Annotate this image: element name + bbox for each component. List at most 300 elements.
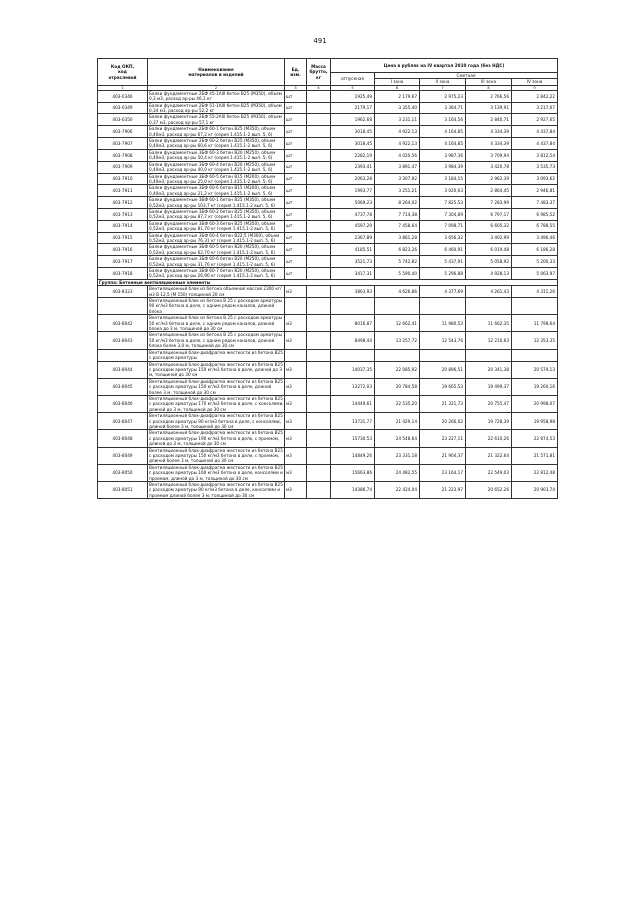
header-unit-line1: Ед. xyxy=(291,66,300,72)
price-zone1-cell: 3 355,40 xyxy=(375,102,420,114)
name-cell: Балки фундаментные 3БФ 60-5 бетон В20 (М250), объем 0,52м3, расход ар-ры 62,70 кг (серия 1.415.1-2 вып. 5, 6) xyxy=(148,244,285,256)
price-zone2-cell: 3 987,36 xyxy=(420,149,466,161)
price-otpusknaya-cell: 1962,68 xyxy=(331,114,375,126)
col-num: 1 xyxy=(98,85,148,90)
price-otpusknaya-cell: 14849,26 xyxy=(331,447,375,464)
price-zone2-cell: 3 364,71 xyxy=(420,102,466,114)
price-zone1-cell: 4 020,56 xyxy=(375,149,420,161)
name-cell: Вентиляционный блок-диафрагма жесткости из бетона В25 с расходом арматуры xyxy=(149,349,283,361)
price-otpusknaya-cell: 2393,41 xyxy=(331,161,375,173)
price-zone1-cell: 24 482,55 xyxy=(375,464,420,481)
price-zone3-cell: 5 058,92 xyxy=(466,256,512,268)
table-row xyxy=(98,413,558,430)
price-zone4-cell: 5 200,33 xyxy=(512,256,558,268)
unit-cell: шт xyxy=(285,268,307,280)
price-zone1-cell: 24 548,64 xyxy=(375,430,420,447)
table-body xyxy=(98,90,558,498)
table-row xyxy=(98,482,558,499)
price-otpusknaya-cell: 2063,28 xyxy=(331,173,375,185)
price-zone2-cell: 3 164,56 xyxy=(420,114,466,126)
code-cell: 403-8049 xyxy=(98,447,148,464)
price-otpusknaya-cell: 4737,78 xyxy=(331,208,375,220)
table-row xyxy=(98,126,558,138)
price-otpusknaya-cell: 3018,45 xyxy=(331,126,375,138)
price-zone2-cell: 7 304,89 xyxy=(420,208,466,220)
name-cell: Балки фундаментные 3БФ 60-4 бетон В22,5 (М300), объем 0,52м3, расход ар-ры 76,31 кг (серия 1.415.1-2 вып. 5, 6) xyxy=(148,232,285,244)
price-zone2-cell: 2 975,23 xyxy=(420,90,466,102)
code-cell: 403-7907 xyxy=(98,138,148,150)
price-zone3-cell xyxy=(466,298,512,315)
price-zone4-cell: 3 217,67 xyxy=(512,102,558,114)
price-zone4-cell: 20 579,13 xyxy=(512,361,558,378)
code-cell: 403-8048 xyxy=(98,430,148,447)
header-unit-line2: изм. xyxy=(290,71,301,77)
price-zone1-cell: 3 231,11 xyxy=(375,114,420,126)
price-zone3-cell: 2 864,45 xyxy=(466,185,512,197)
price-otpusknaya-cell: 14449,61 xyxy=(331,395,375,412)
header-zone4: IV зона xyxy=(512,79,558,85)
unit-cell xyxy=(285,298,307,315)
header-mass xyxy=(307,59,331,86)
unit-cell: шт xyxy=(285,232,307,244)
price-zone2-cell: 21 223,97 xyxy=(420,482,466,499)
name-cell: Вентиляционный блок из бетона В 25 с расходом арматуры 90 кг/м3 бетона в деле, с одним рядом каналов, длиной блока xyxy=(148,298,285,315)
price-zone3-cell: 2 766,56 xyxy=(466,90,512,102)
name-cell: Балки фундаментные 2БФ 60-1 бетон В25 (М350), объем 0,40м3, расход ар-ры 67,2 кг (серия 1.415.1-2 вып. 5, 6) xyxy=(148,126,285,138)
price-zone4-cell: 19 958,98 xyxy=(512,413,558,430)
col-num: 9 xyxy=(512,85,558,90)
price-otpusknaya-cell: 3521,73 xyxy=(331,256,375,268)
mass-cell xyxy=(307,90,331,102)
header-zone3: III зона xyxy=(466,79,512,85)
code-cell xyxy=(98,298,148,315)
unit-cell: шт xyxy=(285,220,307,232)
unit-cell: шт xyxy=(285,149,307,161)
table-row xyxy=(98,349,558,361)
table-row xyxy=(98,378,558,395)
price-zone1-cell: 4 626,86 xyxy=(375,286,420,298)
price-zone4-cell: 4 437,84 xyxy=(512,126,558,138)
name-cell: Балки фундаментные 3БФ 60-7 бетон В20 (М250), объем 0,52м3, расход ар-ры 26,90 кг (серия 1.415.1-2 вып. 5, 6) xyxy=(148,268,285,280)
price-zone1-cell: 8 264,02 xyxy=(375,197,420,209)
header-name-line2: материалов и изделий xyxy=(188,71,244,77)
code-cell: 403-7914 xyxy=(98,220,148,232)
code-cell: 403-0350 xyxy=(98,114,148,126)
price-zone1-cell: 2 179,67 xyxy=(375,90,420,102)
mass-cell xyxy=(307,149,331,161)
mass-cell xyxy=(307,114,331,126)
price-zone4-cell: 4 311,26 xyxy=(512,286,558,298)
price-otpusknaya-cell: 5069,23 xyxy=(331,197,375,209)
unit-cell: шт xyxy=(285,208,307,220)
header-code-line2: код xyxy=(117,69,128,75)
name-cell: Балки фундаментные 3БФ 60-3 бетон В25 (М350), объем 0,52м3, расход ар-ры 81,70 кг (серия 1.415.1-2 вып. 5, 6) xyxy=(148,220,285,232)
code-cell: 403-8323 xyxy=(98,286,148,298)
price-zone2-cell: 3 656,32 xyxy=(420,232,466,244)
price-zone3-cell: 7 283,99 xyxy=(466,197,512,209)
price-table xyxy=(97,58,558,499)
code-cell: 403-7916 xyxy=(98,244,148,256)
unit-cell: шт xyxy=(285,173,307,185)
col-num: 2 xyxy=(148,85,285,90)
mass-cell xyxy=(307,332,331,349)
name-cell: Балки фундаментные 2БФ 51-1АIII бетон В25 (М350), объем 0,34 м3, расход ар-ры 52,2 кг xyxy=(148,102,285,114)
price-otpusknaya-cell xyxy=(331,298,375,315)
price-zone2-cell: 5 296,88 xyxy=(420,268,466,280)
name-cell: Балки фундаментные 3БФ 60-6 бетон В15 (М200), объем 0,40м3, расход ар-ры 21,2 кг (серия 1.415.1-2 вып. 5, 6) xyxy=(148,185,285,197)
price-zone4-cell: 2 946,81 xyxy=(512,185,558,197)
header-price-title: Цена в рублях на IV квартал 2010 года (без НДС) xyxy=(331,59,558,73)
table-row xyxy=(98,173,558,185)
mass-cell xyxy=(307,447,331,464)
code-cell xyxy=(98,349,148,361)
name-cell: Балки фундаментные 2БФ 45-1АIII бетон В25 (М350), объем 0,3 м3, расход ар-ры 46,1 кг xyxy=(148,90,285,102)
price-zone3-cell: 4 261,43 xyxy=(466,286,512,298)
col-num: 7 xyxy=(420,85,466,90)
header-code xyxy=(98,59,148,86)
unit-cell: шт xyxy=(285,138,307,150)
price-zone1-cell: 21 429,14 xyxy=(375,413,420,430)
mass-cell xyxy=(307,268,331,280)
price-zone4-cell: 19 260,16 xyxy=(512,378,558,395)
price-zone4-cell: 2 842,22 xyxy=(512,90,558,102)
price-zone4-cell: 6 985,52 xyxy=(512,208,558,220)
price-zone1-cell xyxy=(375,298,420,315)
code-cell: 403-7918 xyxy=(98,268,148,280)
price-zone4-cell: 5 063,97 xyxy=(512,268,558,280)
price-zone3-cell: 2 840,71 xyxy=(466,114,512,126)
price-zone4-cell: 22 812,48 xyxy=(512,464,558,481)
price-otpusknaya-cell: 1993,77 xyxy=(331,185,375,197)
code-cell: 403-8050 xyxy=(98,464,148,481)
price-zone2-cell: 3 984,39 xyxy=(420,161,466,173)
price-otpusknaya-cell: 2179,17 xyxy=(331,102,375,114)
price-otpusknaya-cell: 13272,03 xyxy=(331,378,375,395)
mass-cell xyxy=(307,138,331,150)
price-zone2-cell: 12 543,76 xyxy=(420,332,466,349)
unit-cell: м3 xyxy=(285,361,307,378)
price-zone1-cell: 22 535,20 xyxy=(375,395,420,412)
price-zone4-cell: 3 812,54 xyxy=(512,149,558,161)
header-smetnaya: Сметная xyxy=(375,73,558,79)
price-otpusknaya-cell: 3018,45 xyxy=(331,138,375,150)
code-cell: 403-7908 xyxy=(98,149,148,161)
price-zone3-cell: 20 652,26 xyxy=(466,482,512,499)
price-zone2-cell: 5 437,91 xyxy=(420,256,466,268)
price-zone3-cell: 6 019,48 xyxy=(466,244,512,256)
price-zone1-cell: 12 662,41 xyxy=(375,315,420,332)
price-zone1-cell: 5 590,40 xyxy=(375,268,420,280)
table-row xyxy=(98,138,558,150)
header-mass-line3: кг xyxy=(315,74,322,80)
price-zone2-cell xyxy=(420,349,466,361)
price-zone3-cell: 12 210,63 xyxy=(466,332,512,349)
name-cell: Балки фундаментные 2БФ 60-2 бетон В25 (М350), объем 0,40м3, расход ар-ры 60,6 кг (серия 1.415.1-2 вып. 5, 6) xyxy=(148,138,285,150)
name-cell: Балки фундаментные 3БФ 60-5 бетон В15 (М200), объем 0,40м3, расход ар-ры 25,0 кг (серия 1.415.1-2 вып. 5, 6) xyxy=(148,173,285,185)
table-row xyxy=(98,90,558,102)
price-zone3-cell: 20 755,47 xyxy=(466,395,512,412)
price-zone3-cell xyxy=(466,349,512,361)
name-cell: Балки фундаментные 3БФ 60-1 бетон В25 (М350), объем 0,52м3, расход ар-ры 103,7 кг (серия 1.415.1-2 вып. 5, 6) xyxy=(148,197,285,209)
price-zone2-cell xyxy=(420,298,466,315)
price-zone3-cell: 3 139,91 xyxy=(466,102,512,114)
mass-cell xyxy=(307,102,331,114)
price-zone4-cell: 7 483,37 xyxy=(512,197,558,209)
price-zone2-cell: 6 460,91 xyxy=(420,244,466,256)
name-cell: Балки фундаментные 3БФ 60-4 бетон В20 (М250), объем 0,40м3, расход ар-ры 40,0 кг (серия 1.415.1-2 вып. 5, 6) xyxy=(148,161,285,173)
price-zone2-cell: 20 896,51 xyxy=(420,361,466,378)
name-cell: Вентиляционный блок-диафрагма жесткости из бетона В25 с расходом арматуры 150 кг/м3 бетона в деле, длиной более 3 м, толщиной до 30 см xyxy=(149,378,283,395)
price-zone4-cell xyxy=(512,349,558,361)
unit-cell: шт xyxy=(285,244,307,256)
header-unit xyxy=(285,59,307,86)
name-cell: Вентиляционный блок-диафрагма жесткости из бетона В25 с расходом арматуры 90 кг/м3 бетона в деле, с консолями, длиной более 3 м, толщиной до 30 см xyxy=(149,413,283,429)
price-zone1-cell: 3 251,21 xyxy=(375,185,420,197)
page-number: 491 xyxy=(313,37,327,45)
price-zone3-cell: 4 334,39 xyxy=(466,138,512,150)
unit-cell: шт xyxy=(285,102,307,114)
price-zone4-cell: 4 437,84 xyxy=(512,138,558,150)
price-zone3-cell: 3 420,78 xyxy=(466,161,512,173)
code-cell: 403-7915 xyxy=(98,232,148,244)
price-zone1-cell: 7 458,64 xyxy=(375,220,420,232)
price-zone3-cell: 19 728,39 xyxy=(466,413,512,430)
price-zone2-cell: 4 164,85 xyxy=(420,138,466,150)
unit-cell: шт xyxy=(285,256,307,268)
price-otpusknaya-cell: 2282,19 xyxy=(331,149,375,161)
table-row xyxy=(98,286,558,298)
code-cell: 403-7906 xyxy=(98,126,148,138)
mass-cell xyxy=(307,315,331,332)
mass-cell xyxy=(307,173,331,185)
name-cell: Балки фундаментные 3БФ 60-2 бетон В25 (М350), объем 0,52м3, расход ар-ры 87,7 кг (серия 1.415.1-2 вып. 5, 6) xyxy=(148,208,285,220)
price-zone1-cell: 3 891,47 xyxy=(375,161,420,173)
unit-cell: м3 xyxy=(285,286,307,298)
name-cell: Вентиляционный блок из бетона В 25 с расходом арматуры 50 кг/м3 бетона в деле, с одним рядом каналов, длиной блока до 3 м, толщиной до 30 см xyxy=(148,315,285,332)
name-cell: Вентиляционный блок-диафрагма жесткости из бетона В25 с расходом арматуры 170 кг/м3 бетона в деле, с консолями, длиной до 3 м, толщиной до 30 см xyxy=(149,395,284,412)
unit-cell: м3 xyxy=(285,395,307,412)
mass-cell xyxy=(307,256,331,268)
price-otpusknaya-cell: 2367,89 xyxy=(331,232,375,244)
unit-cell: м3 xyxy=(285,482,307,499)
price-otpusknaya-cell: 1925,49 xyxy=(331,90,375,102)
name-cell: Вентиляционный блок-диафрагма жесткости из бетона В25 с расходом арматуры 90 кг/м3 бетона в деле, консолями и проемом длиной более 3 м, толщиной до 30 см xyxy=(149,482,283,498)
unit-cell: м3 xyxy=(285,378,307,395)
header-code-line3: отраслевой xyxy=(108,74,137,80)
code-cell: 403-7917 xyxy=(98,256,148,268)
name-cell: Вентиляционный блок-диафрагма жесткости из бетона В25 с расходом арматуры 150 кг/м3 бетона в деле, с проемом, длиной более 3 м, толщиной до 30 см xyxy=(149,447,283,464)
mass-cell xyxy=(307,430,331,447)
col-num: 3 xyxy=(285,85,307,90)
price-zone4-cell: 22 874,53 xyxy=(512,430,558,447)
unit-cell: м3 xyxy=(285,464,307,481)
unit-cell: шт xyxy=(285,161,307,173)
name-cell: Балки фундаментные 3БФ 60-6 бетон В20 (М250), объем 0,52м3, расход ар-ры 31,70 кг (серия 1.415.1-2 вып. 5, 6) xyxy=(148,256,285,268)
mass-cell xyxy=(307,413,331,430)
price-zone3-cell: 3 402,99 xyxy=(466,232,512,244)
price-zone3-cell: 6 605,32 xyxy=(466,220,512,232)
mass-cell xyxy=(307,349,331,361)
mass-cell xyxy=(307,185,331,197)
price-zone4-cell: 21 571,81 xyxy=(512,447,558,464)
price-otpusknaya-cell: 14386,74 xyxy=(331,482,375,499)
table-row xyxy=(98,447,558,464)
code-cell: 403-8045 xyxy=(98,378,148,395)
price-otpusknaya-cell: 14037,35 xyxy=(331,361,375,378)
header-name xyxy=(148,59,285,86)
price-otpusknaya-cell: 4185,51 xyxy=(331,244,375,256)
price-zone3-cell: 22 549,03 xyxy=(466,464,512,481)
mass-cell xyxy=(307,220,331,232)
price-zone1-cell: 4 922,13 xyxy=(375,138,420,150)
table-row xyxy=(98,315,558,332)
price-zone1-cell xyxy=(375,349,420,361)
table-header xyxy=(98,59,558,91)
code-cell: 403-0349 xyxy=(98,102,148,114)
mass-cell xyxy=(307,197,331,209)
table-row xyxy=(98,430,558,447)
price-otpusknaya-cell: 3863,93 xyxy=(331,286,375,298)
price-otpusknaya-cell: 15663,86 xyxy=(331,464,375,481)
price-zone1-cell: 20 784,58 xyxy=(375,378,420,395)
code-cell: 403-8047 xyxy=(98,413,148,430)
price-zone4-cell: 6 788,55 xyxy=(512,220,558,232)
price-zone4-cell: 20 998,07 xyxy=(512,395,558,412)
price-zone1-cell: 6 823,26 xyxy=(375,244,420,256)
unit-cell: м3 xyxy=(285,315,307,332)
name-cell: Вентиляционный блок-диафрагма жесткости из бетона В25 с расходом арматуры 150 кг/м3 бетона в деле, длиной до 3 м, толщиной до 30 см xyxy=(149,361,283,378)
price-zone2-cell: 11 980,53 xyxy=(420,315,466,332)
price-zone1-cell: 3 861,28 xyxy=(375,232,420,244)
price-zone2-cell: 23 164,17 xyxy=(420,464,466,481)
header-otpusknaya: отпускная xyxy=(331,73,375,86)
price-zone2-cell: 21 904,37 xyxy=(420,447,466,464)
table-row xyxy=(98,185,558,197)
name-cell: Вентиляционный блок-диафрагма жесткости из бетона В25 с расходом арматуры 160 кг/м3 бетона в деле, консолями и проемом, длиной до 3 м, толщиной до 30 см xyxy=(149,464,283,481)
price-otpusknaya-cell: 4597,29 xyxy=(331,220,375,232)
price-zone3-cell: 2 962,39 xyxy=(466,173,512,185)
table-row xyxy=(98,232,558,244)
price-zone1-cell: 7 714,38 xyxy=(375,208,420,220)
name-cell: Балки фундаментные 3БФ 60-3 бетон В20 (М250), объем 0,40м3, расход ар-ры 50,4 кг (серия 1.415.1-2 вып. 5, 6) xyxy=(148,149,285,161)
mass-cell xyxy=(307,464,331,481)
mass-cell xyxy=(307,126,331,138)
header-name-line1: Наименование xyxy=(198,66,234,72)
price-zone1-cell: 23 331,18 xyxy=(375,447,420,464)
mass-cell xyxy=(307,298,331,315)
table-row xyxy=(98,298,558,315)
price-zone1-cell: 22 424,04 xyxy=(375,482,420,499)
unit-cell: шт xyxy=(285,114,307,126)
table-row xyxy=(98,395,558,412)
price-zone3-cell: 20 341,38 xyxy=(466,361,512,378)
price-otpusknaya-cell: 8498,44 xyxy=(331,332,375,349)
price-zone3-cell: 21 322,64 xyxy=(466,447,512,464)
price-otpusknaya-cell: 15730,53 xyxy=(331,430,375,447)
table-row xyxy=(98,332,558,349)
name-cell: Вентиляционный блок-диафрагма жесткости из бетона В25 с расходом арматуры 190 кг/м3 бетона в деле, с проемом, длиной до 3 м, толщиной до 30 см xyxy=(149,430,283,447)
code-cell: 403-7913 xyxy=(98,208,148,220)
unit-cell: шт xyxy=(285,197,307,209)
price-otpusknaya-cell: 8016,87 xyxy=(331,315,375,332)
table-row xyxy=(98,197,558,209)
code-cell: 403-8046 xyxy=(98,395,148,412)
header-code-line1: Код ОКП, xyxy=(110,63,135,69)
price-zone4-cell: 3 496,46 xyxy=(512,232,558,244)
price-zone1-cell: 22 085,92 xyxy=(375,361,420,378)
price-zone3-cell: 11 662,35 xyxy=(466,315,512,332)
mass-cell xyxy=(307,232,331,244)
mass-cell xyxy=(307,361,331,378)
price-zone1-cell: 13 257,72 xyxy=(375,332,420,349)
code-cell: 403-7912 xyxy=(98,197,148,209)
price-zone2-cell: 19 665,53 xyxy=(420,378,466,395)
price-zone2-cell: 20 266,02 xyxy=(420,413,466,430)
price-zone2-cell: 21 321,73 xyxy=(420,395,466,412)
table-row xyxy=(98,361,558,378)
mass-cell xyxy=(307,482,331,499)
price-zone3-cell: 4 928,13 xyxy=(466,268,512,280)
table-row xyxy=(98,161,558,173)
price-zone2-cell: 23 227,11 xyxy=(420,430,466,447)
mass-cell xyxy=(307,244,331,256)
table-row xyxy=(98,149,558,161)
name-cell: Вентиляционный блок из бетона объемной массой 2300 кг/м3 В 12,5 (М 150) толщиной 20 см xyxy=(148,286,285,298)
header-zone1: I зона xyxy=(375,79,420,85)
code-cell: 403-8043 xyxy=(98,332,148,349)
mass-cell xyxy=(307,161,331,173)
col-num: 4 xyxy=(307,85,331,90)
unit-cell: шт xyxy=(285,185,307,197)
code-cell: 403-8042 xyxy=(98,315,148,332)
table-row xyxy=(98,256,558,268)
price-zone3-cell: 22 610,26 xyxy=(466,430,512,447)
price-zone4-cell: 11 798,64 xyxy=(512,315,558,332)
unit-cell: м3 xyxy=(285,447,307,464)
price-otpusknaya-cell: 13731,77 xyxy=(331,413,375,430)
price-zone4-cell: 2 927,65 xyxy=(512,114,558,126)
name-cell: Вентиляционный блок из бетона В 25 с расходом арматуры 50 кг/м3 бетона в деле, с одним рядом каналов, длиной блока более 3,0 м, толщиной до 30 см xyxy=(148,332,285,349)
unit-cell: шт xyxy=(285,90,307,102)
code-cell: 403-0346 xyxy=(98,90,148,102)
table-row xyxy=(98,464,558,481)
price-zone4-cell: 20 903,74 xyxy=(512,482,558,499)
unit-cell: м3 xyxy=(285,413,307,430)
table-row xyxy=(98,114,558,126)
price-zone3-cell: 4 334,39 xyxy=(466,126,512,138)
price-zone2-cell: 7 098,71 xyxy=(420,220,466,232)
price-zone2-cell: 7 825,53 xyxy=(420,197,466,209)
table-row xyxy=(98,220,558,232)
price-zone2-cell: 4 377,69 xyxy=(420,286,466,298)
name-cell: Балки фундаментные 2БФ 55-2АIII бетон В25 (М350), объем 0,37 м3, расход ар-ры 57,1 кг xyxy=(148,114,285,126)
price-zone4-cell: 12 353,35 xyxy=(512,332,558,349)
unit-cell: шт xyxy=(285,126,307,138)
header-zone2: II зона xyxy=(420,79,466,85)
price-zone3-cell: 6 797,17 xyxy=(466,208,512,220)
price-zone4-cell: 6 186,28 xyxy=(512,244,558,256)
price-zone3-cell: 19 499,37 xyxy=(466,378,512,395)
price-zone1-cell: 3 307,92 xyxy=(375,173,420,185)
price-zone1-cell: 5 742,82 xyxy=(375,256,420,268)
unit-cell: м3 xyxy=(285,430,307,447)
code-cell: 403-7909 xyxy=(98,161,148,173)
price-zone3-cell: 3 709,94 xyxy=(466,149,512,161)
table-row xyxy=(98,208,558,220)
table-row xyxy=(98,102,558,114)
group-title: Группа: Бетонные вентиляционные элементы xyxy=(98,279,558,285)
price-zone2-cell: 4 164,85 xyxy=(420,126,466,138)
